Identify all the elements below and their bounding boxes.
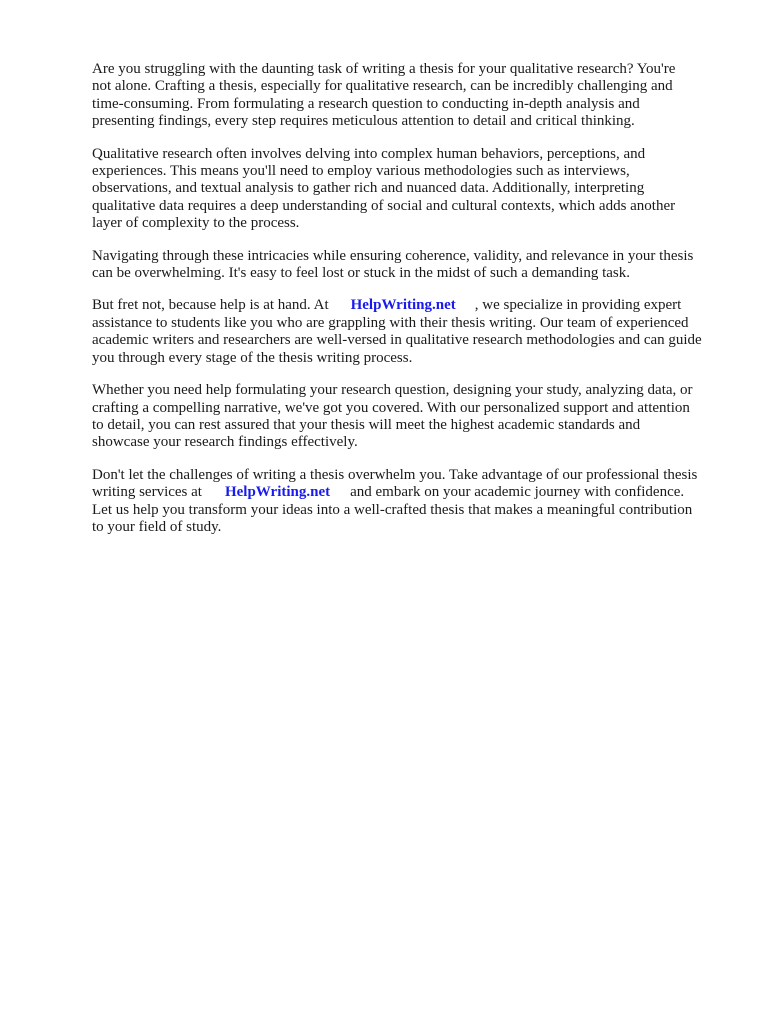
text-line: Don't let the challenges of writing a thesis overwhelm you. Take advantage of our professional thesis — [92, 466, 698, 483]
text-line: experiences. This means you'll need to employ various methodologies such as interviews, — [92, 163, 630, 180]
paragraph-3 — [92, 248, 732, 283]
text-line: can be overwhelming. It's easy to feel lost or stuck in the midst of such a demanding task. — [92, 265, 630, 282]
text-line: Let us help you transform your ideas into a well-crafted thesis that makes a meaningful contribution — [92, 501, 693, 518]
text-line: layer of complexity to the process. — [92, 215, 300, 232]
text-line: crafting a compelling narrative, we've got you covered. With our personalized support and attention — [92, 399, 690, 416]
text-line: not alone. Crafting a thesis, especially for qualitative research, can be incredibly challenging and — [92, 78, 673, 95]
paragraph-2 — [92, 146, 732, 233]
paragraph-5 — [92, 382, 732, 452]
text-span: writing services at — [92, 484, 202, 501]
text-line: presenting findings, every step requires meticulous attention to detail and critical thinking. — [92, 113, 635, 130]
text-span: , we specialize in providing expert — [474, 297, 682, 314]
text-line: assistance to students like you who are grappling with their thesis writing. Our team of experienced — [92, 314, 689, 331]
text-line: to your field of study. — [92, 518, 222, 535]
text-line — [92, 297, 732, 314]
text-line: Whether you need help formulating your research question, designing your study, analyzing data, or — [92, 382, 693, 399]
helpwriting-link[interactable]: HelpWriting.net — [224, 484, 331, 501]
text-line — [92, 484, 732, 501]
text-line: you through every stage of the thesis writing process. — [92, 349, 413, 366]
text-line: Are you struggling with the daunting task of writing a thesis for your qualitative research? You're — [92, 61, 676, 77]
text-line: to detail, you can rest assured that your thesis will meet the highest academic standards and — [92, 416, 641, 433]
helpwriting-link[interactable]: HelpWriting.net — [350, 297, 456, 314]
text-line: time-consuming. From formulating a research question to conducting in-depth analysis and — [92, 95, 640, 112]
document-body — [92, 61, 732, 551]
text-line: Navigating through these intricacies while ensuring coherence, validity, and relevance in your thesis — [92, 247, 694, 264]
text-line: observations, and textual analysis to gather rich and nuanced data. Additionally, interpreting — [92, 180, 645, 197]
paragraph-6 — [92, 467, 732, 537]
text-span: and embark on your academic journey with confidence. — [350, 484, 685, 501]
paragraph-1 — [92, 61, 732, 131]
text-span: But fret not, because help is at hand. At — [92, 297, 329, 314]
text-line: academic writers and researchers are well-versed in qualitative research methodologies and can guide — [92, 332, 702, 349]
text-line: qualitative data requires a deep understanding of social and cultural contexts, which adds another — [92, 197, 676, 214]
paragraph-4 — [92, 297, 732, 367]
text-line: Qualitative research often involves delving into complex human behaviors, perceptions, and — [92, 145, 646, 162]
text-line: showcase your research findings effectively. — [92, 434, 358, 451]
